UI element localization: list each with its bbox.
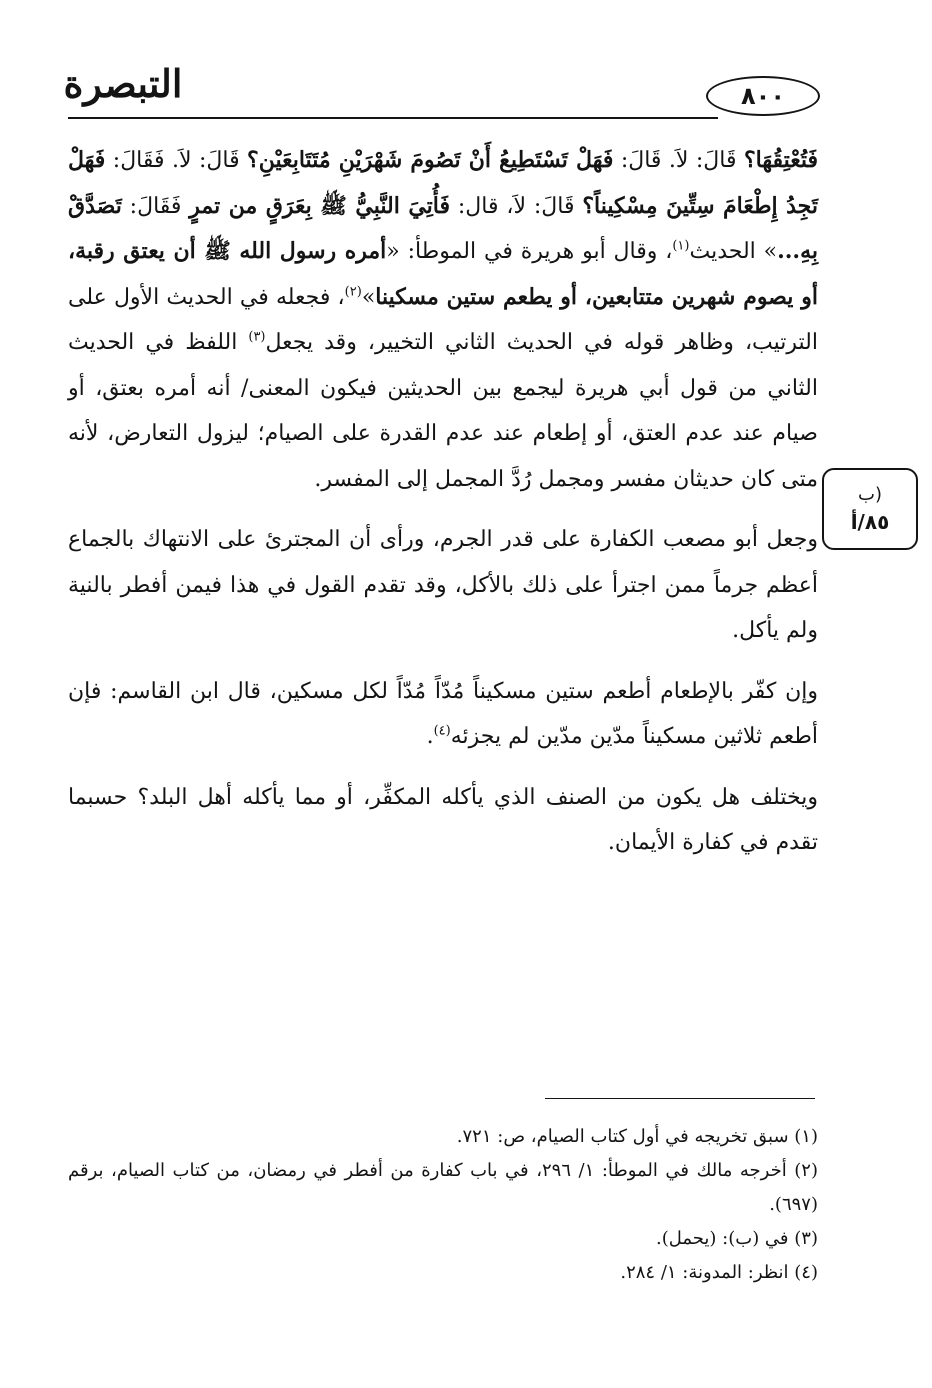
paragraph-feeding (68, 669, 818, 760)
hadith-quote: فَهَلْ تَسْتَطِيعُ أَنْ تَصُومَ شَهْرَيْنِ مُتَتَابِعَيْنِ؟ (247, 147, 614, 173)
hadith-quote: فَهَلْ تَجِدُ إِطْعَامَ سِتِّينَ مِسْكِيناً؟ (68, 147, 818, 219)
footnote-2: (٢) أخرجه مالك في الموطأ: ١/ ٢٩٦، في باب كفارة من أفطر في رمضان، من كتاب الصيام، برقم (٦٩٧). (68, 1160, 818, 1215)
hadith-quote: فَأُتِيَ النَّبِيُّ ﷺ بِعَرَقٍ من تمرٍ (189, 192, 451, 219)
footnote-4: (٤) انظر: المدونة: ١/ ٢٨٤. (620, 1262, 818, 1283)
commentary-text: وإن كفّر بالإطعام أطعم ستين مسكيناً مُدّاً مُدّاً لكل مسكين، قال ابن القاسم: فإن أطعم ثلاثين مسكيناً مدّين مدّين لم يجزئه (68, 678, 818, 749)
main-text (68, 138, 818, 866)
narration-text: فَقَالَ: (121, 193, 190, 219)
footnote-ref-3[interactable]: (٣) (248, 329, 266, 345)
narration-text: » الحديث (689, 239, 778, 264)
footnote-ref-1[interactable]: (١) (672, 238, 690, 254)
paragraph-abu-musab: وجعل أبو مصعب الكفارة على قدر الجرم، ورأى أن المجترئ على الانتهاك بالجماع أعظم جرماً ممن اجترأ على ذلك بالأكل، وقد تقدم القول في هذا فيمن أفطر بالنية ولم يأكل. (68, 527, 818, 643)
footnote-ref-2[interactable]: (٢) (344, 284, 362, 300)
manuscript-folio-marker (822, 468, 918, 550)
commentary-text: . (426, 724, 434, 749)
header-rule (68, 117, 718, 119)
page-number: ٨٠٠ (706, 76, 820, 116)
narration-text: » (361, 284, 376, 310)
footnote-3: (٣) في (ب): (يحمل). (656, 1228, 818, 1249)
hadith-quote: تَصَدَّقْ بِهِ... (68, 192, 819, 264)
commentary-text: اللفظ في الحديث الثاني من قول أبي هريرة ليجمع بين الحديثين فيكون المعنى/ أنه أمره بعتق، أو صيام عند عدم العتق، أو إطعام عند عدم القدرة على الصيام؛ ليزول التعارض، لأنه متى كان حديثان مفسر ومجمل رُدَّ المجمل إلى المفسر. (68, 330, 818, 492)
hadith-quote: أمره رسول الله ﷺ أن يعتق رقبة، أو يصوم شهرين متتابعين، أو يطعم ستين مسكينا (68, 238, 818, 310)
running-title: التبصرة (63, 60, 183, 106)
narration-text: قَالَ: لاَ، قال: (450, 193, 583, 219)
hadith-quote: فَتُعْتِقُهَا؟ (743, 147, 819, 173)
manuscript-label: (ب (858, 484, 882, 505)
footnote-1: (١) سبق تخريجه في أول كتاب الصيام، ص: ٧٢١. (456, 1126, 818, 1147)
footnote-divider (545, 1098, 815, 1099)
narration-text: قَالَ: لاَ. قَالَ: (613, 148, 744, 173)
narration-text: قَالَ: لاَ. فَقَالَ: (105, 148, 248, 173)
footnotes (68, 1120, 818, 1290)
footnote-ref-4[interactable]: (٤) (433, 723, 451, 739)
paragraph-hadith (68, 138, 818, 502)
folio-label: ٨٥/أ (850, 510, 890, 534)
commentary-text: ، فجعله في الحديث الأول على الترتيب، وظاهر قوله في الحديث الثاني التخيير، وقد يجعل (68, 284, 818, 355)
paragraph-food-type: ويختلف هل يكون من الصنف الذي يأكله المكفِّر، أو مما يأكله أهل البلد؟ حسبما تقدم في كفارة الأيمان. (68, 784, 818, 855)
narration-text: ، وقال أبو هريرة في الموطأ: « (386, 239, 673, 264)
